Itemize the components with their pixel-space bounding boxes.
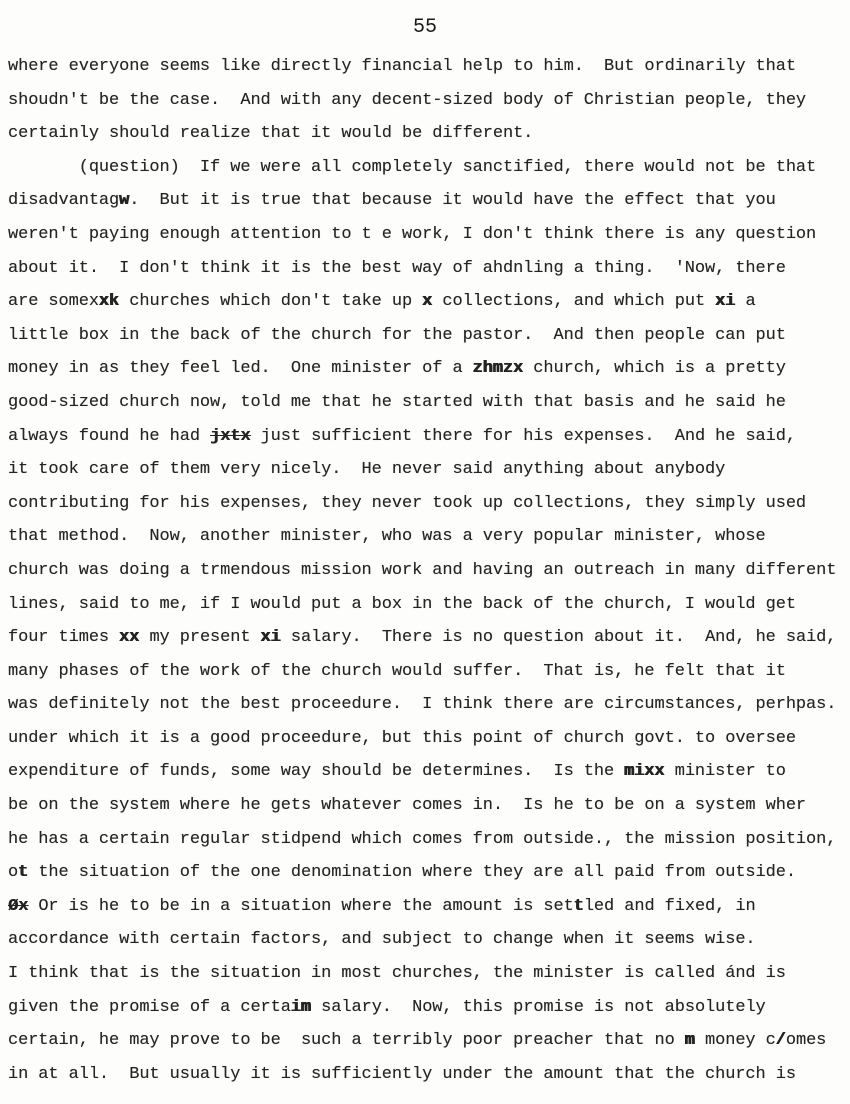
page-number: 55 bbox=[412, 16, 437, 39]
overstruck-text: xx bbox=[119, 628, 140, 648]
text-segment: always found he had bbox=[8, 426, 211, 446]
text-line bbox=[8, 487, 850, 521]
text-segment: a bbox=[735, 292, 756, 312]
text-segment: about it. I don't think it is the best way of ahdnling a thing. 'Now, there bbox=[8, 258, 786, 278]
text-segment: Or is he to be in a situation where the amount is set bbox=[28, 896, 574, 916]
text-segment: omes bbox=[785, 1031, 827, 1051]
text-segment: good-sized church now, told me that he started with that basis and he said he bbox=[8, 392, 786, 412]
text-segment: lines, said to me, if I would put a box in the back of the church, I would get bbox=[8, 594, 796, 614]
text-line bbox=[8, 218, 850, 252]
text-line bbox=[8, 621, 850, 655]
text-segment: certainly should realize that it would be different. bbox=[8, 124, 534, 144]
text-segment: in at all. But usually it is sufficiently under the amount that the church is bbox=[8, 1064, 796, 1084]
text-segment: be on the system where he gets whatever comes in. Is he to be on a system wher bbox=[8, 796, 807, 816]
text-line bbox=[8, 1058, 850, 1092]
text-segment: where everyone seems like directly financial help to him. But ordinarily that bbox=[8, 57, 796, 76]
text-segment: money in as they feel led. One minister of a bbox=[8, 359, 473, 379]
text-segment: disadvantag bbox=[8, 191, 120, 211]
overstruck-text: m bbox=[684, 1031, 695, 1051]
text-line bbox=[8, 722, 850, 756]
text-line bbox=[8, 923, 850, 957]
text-segment: under which it is a good proceedure, but this point of church govt. to oversee bbox=[8, 728, 796, 748]
text-segment: (question) If we were all completely sanctified, there would not be that bbox=[8, 157, 817, 177]
text-segment: was definitely not the best proceedure. I think there are circumstances, perhpas. bbox=[8, 695, 837, 715]
text-segment: are somex bbox=[8, 292, 99, 312]
text-segment: weren't paying enough attention to t e work, I don't think there is any question bbox=[8, 224, 817, 244]
text-segment: I think that is the situation in most churches, the minister is called ánd is bbox=[8, 964, 786, 984]
overstruck-text: Øx bbox=[8, 896, 29, 916]
text-segment: . But it is true that because it would have the effect that you bbox=[129, 191, 776, 211]
text-segment: church, which is a pretty bbox=[523, 359, 786, 379]
text-line bbox=[8, 789, 850, 823]
text-line bbox=[8, 352, 850, 386]
text-segment: o bbox=[8, 863, 19, 883]
text-segment: shoudn't be the case. And with any decent-sized body of Christian people, they bbox=[8, 90, 807, 110]
text-segment: money c bbox=[694, 1031, 776, 1051]
text-line bbox=[8, 688, 850, 722]
text-segment: four times bbox=[8, 628, 120, 648]
text-line bbox=[8, 856, 850, 890]
text-segment: certain, he may prove to be such a terribly poor preacher that no bbox=[8, 1031, 685, 1051]
text-line bbox=[8, 319, 850, 353]
overstruck-text: xi bbox=[260, 628, 281, 648]
overstruck-text: xk bbox=[98, 292, 120, 312]
text-line bbox=[8, 117, 850, 151]
text-segment: just sufficient there for his expenses. And he said, bbox=[250, 426, 796, 446]
overstruck-text: / bbox=[775, 1031, 786, 1051]
text-segment: churches which don't take up bbox=[119, 292, 423, 312]
text-segment: led and fixed, in bbox=[583, 896, 756, 916]
overstruck-text: x bbox=[422, 292, 433, 312]
text-segment: accordance with certain factors, and subject to change when it seems wise. bbox=[8, 930, 756, 950]
overstruck-text: mixx bbox=[624, 762, 665, 782]
text-line bbox=[8, 890, 850, 924]
text-line bbox=[8, 755, 850, 789]
text-line bbox=[8, 823, 850, 857]
text-segment: it took care of them very nicely. He never said anything about anybody bbox=[8, 460, 726, 480]
text-line bbox=[8, 520, 850, 554]
text-body bbox=[8, 50, 850, 1091]
text-segment: little box in the back of the church for the pastor. And then people can put bbox=[8, 325, 786, 345]
text-segment: salary. Now, this promise is not absolutely bbox=[311, 997, 766, 1017]
text-line bbox=[8, 655, 850, 689]
text-line bbox=[8, 453, 850, 487]
overstruck-text: t bbox=[18, 863, 29, 883]
overstruck-text: w bbox=[119, 191, 130, 211]
overstruck-text: xi bbox=[715, 292, 736, 312]
text-segment: my present bbox=[139, 628, 261, 648]
text-line bbox=[8, 184, 850, 218]
text-segment: given the promise of a certa bbox=[8, 997, 291, 1017]
text-segment: that method. Now, another minister, who was a very popular minister, whose bbox=[8, 527, 766, 547]
text-line bbox=[8, 420, 850, 454]
text-line bbox=[8, 554, 850, 588]
text-segment: church was doing a trmendous mission work and having an outreach in many different bbox=[8, 560, 837, 580]
text-segment: expenditure of funds, some way should be determines. Is the bbox=[8, 762, 625, 782]
text-segment: contributing for his expenses, they never took up collections, they simply used bbox=[8, 493, 807, 513]
text-line bbox=[8, 991, 850, 1025]
overstruck-text: jxtx bbox=[210, 426, 251, 446]
text-segment: minister to bbox=[664, 762, 786, 782]
text-line bbox=[8, 1024, 850, 1058]
text-line bbox=[8, 84, 850, 118]
text-line bbox=[8, 252, 850, 286]
overstruck-text: zhmzx bbox=[472, 359, 524, 379]
text-segment: he has a certain regular stidpend which comes from outside., the mission position, bbox=[8, 829, 837, 849]
text-line bbox=[8, 151, 850, 185]
overstruck-text: im bbox=[290, 997, 312, 1017]
text-line bbox=[8, 588, 850, 622]
text-segment: many phases of the work of the church would suffer. That is, he felt that it bbox=[8, 661, 786, 681]
text-segment: the situation of the one denomination where they are all paid from outside. bbox=[28, 863, 796, 883]
text-line bbox=[8, 285, 850, 319]
overstruck-text: t bbox=[573, 896, 584, 916]
text-line bbox=[8, 957, 850, 991]
text-segment: salary. There is no question about it. And, he said, bbox=[280, 628, 837, 648]
text-line bbox=[8, 50, 850, 84]
text-segment: collections, and which put bbox=[432, 292, 716, 312]
text-line bbox=[8, 386, 850, 420]
